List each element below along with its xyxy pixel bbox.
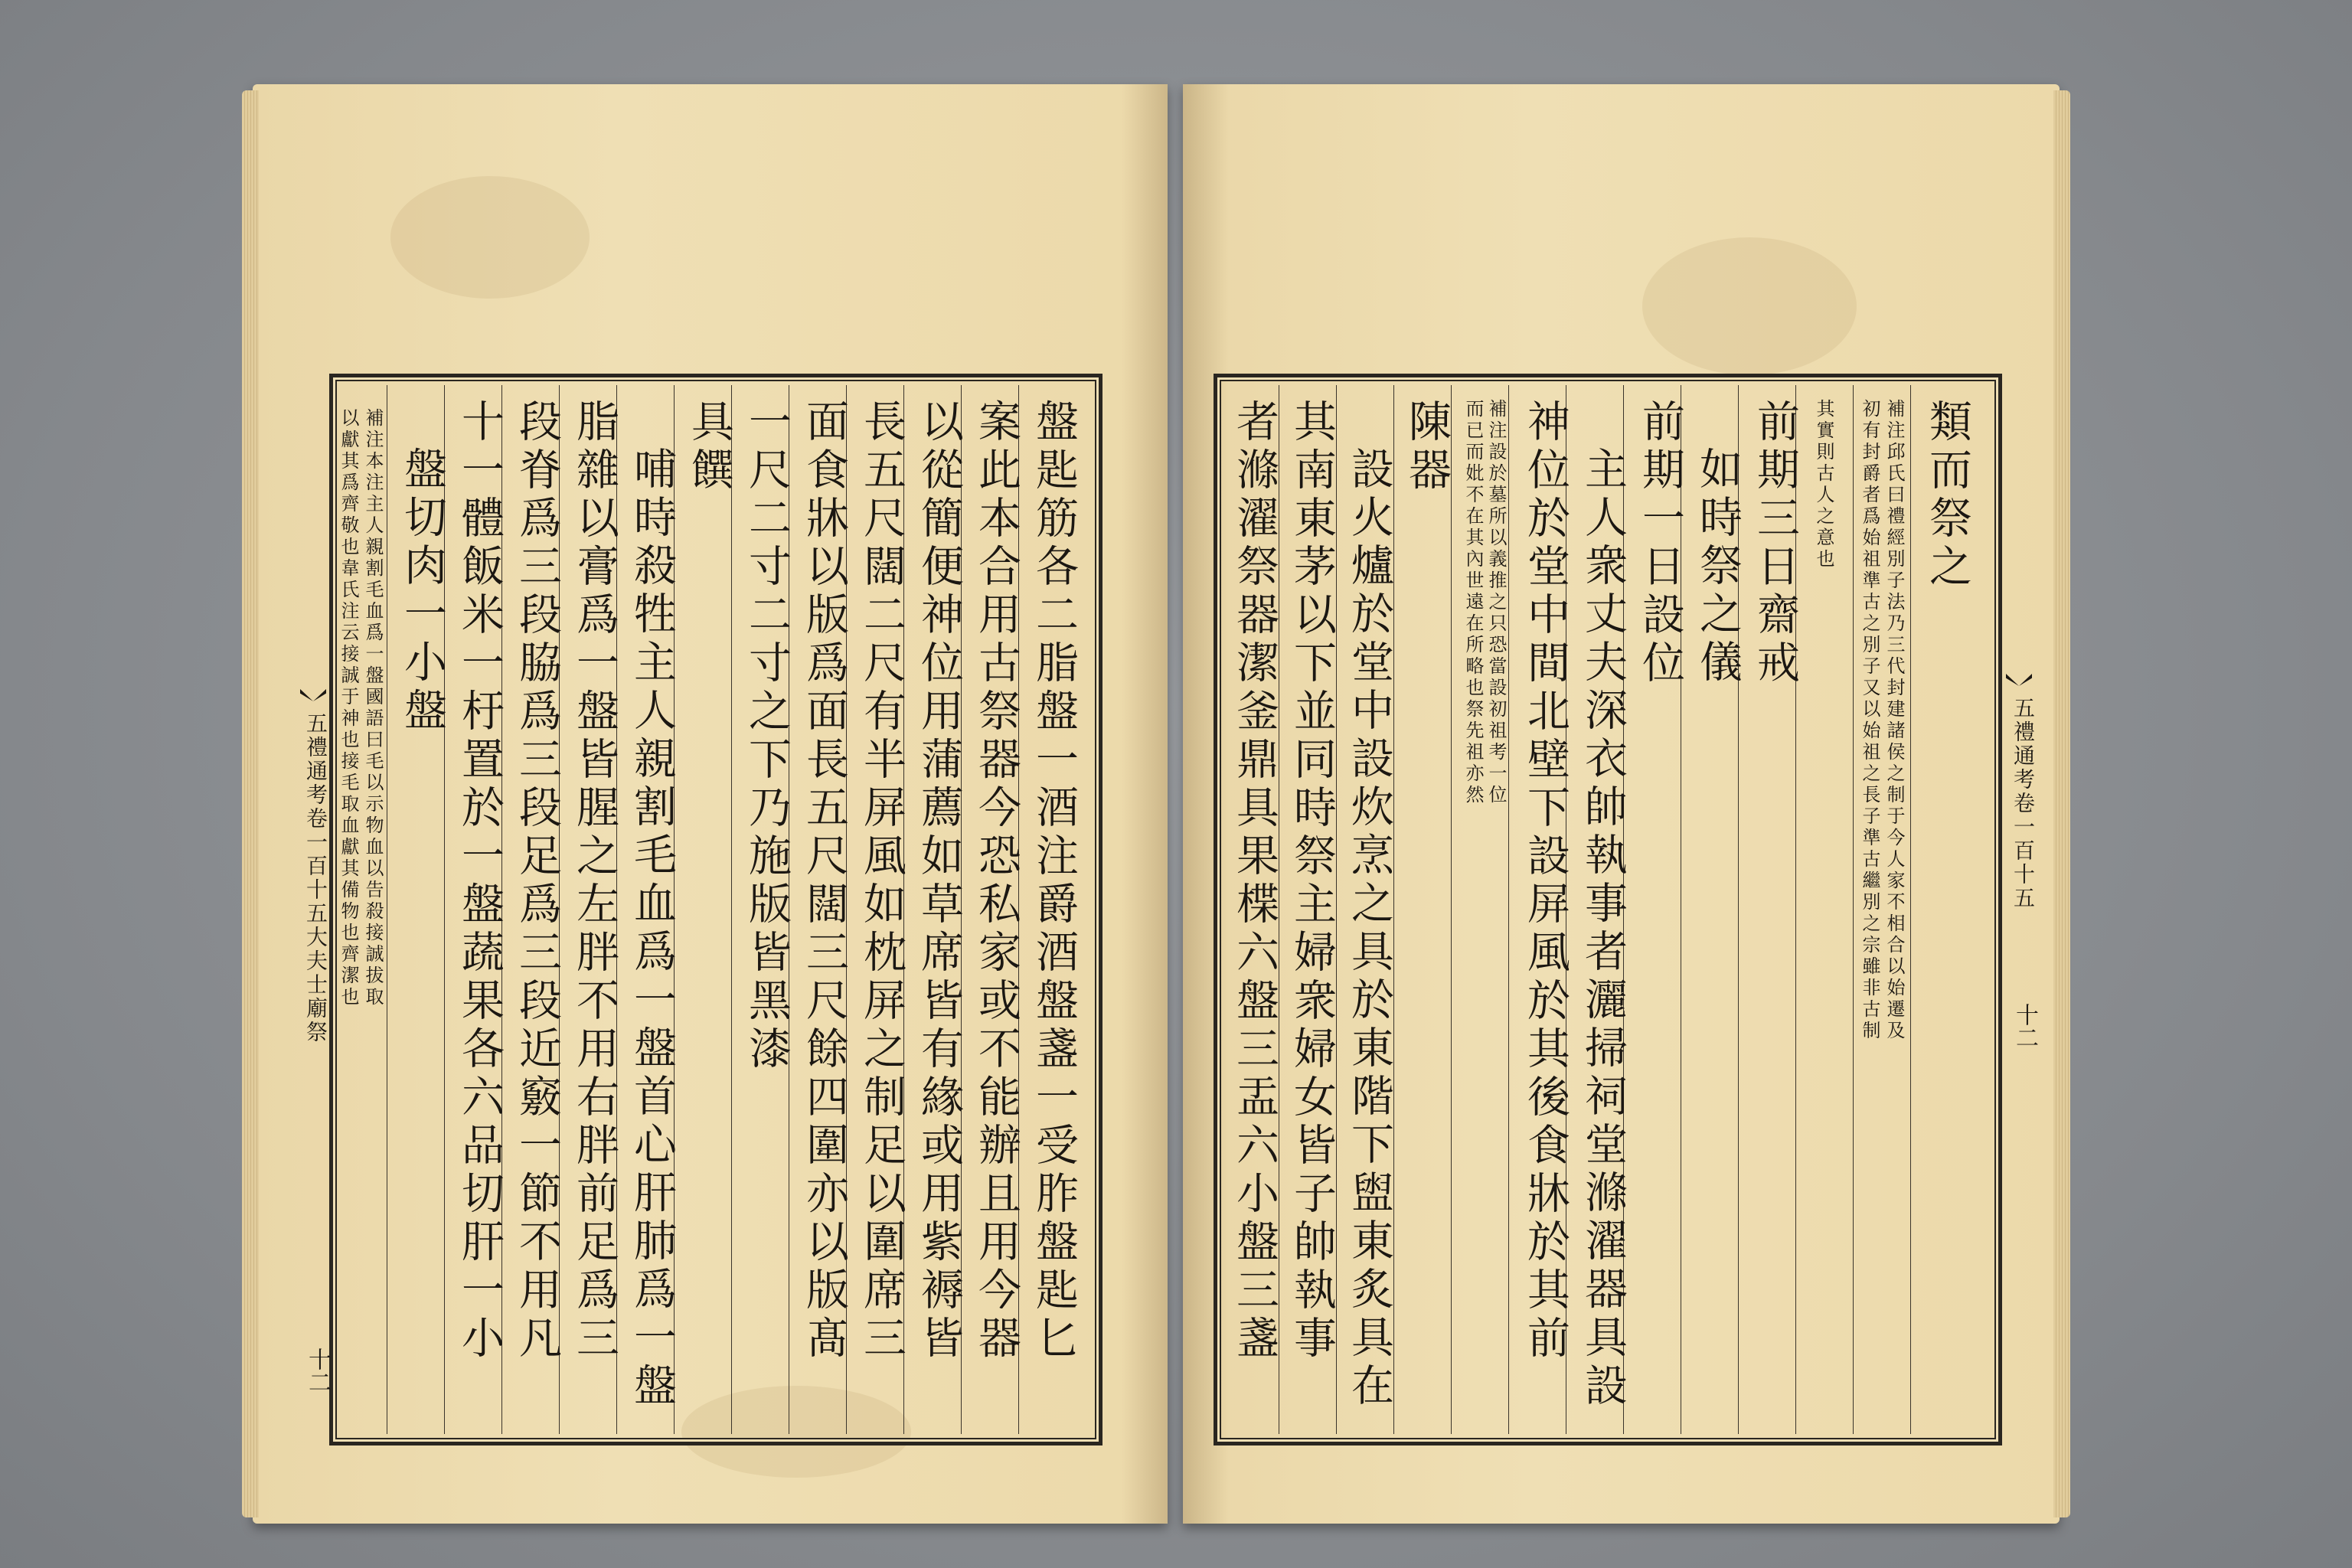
paper-stain	[1642, 237, 1857, 375]
annotation-column: 補注設於墓所以義推之只恐當設初祖考一位	[1485, 399, 1507, 806]
left-page	[253, 84, 1168, 1524]
annotation-column: 初有封爵者爲始祖準古之別子又以始祖之長子準古繼別之宗雖非古制	[1859, 399, 1880, 1042]
annotation-column: 補注邱氏曰禮經別子法乃三代封建諸侯之制于今人家不相合以始遷及	[1883, 399, 1905, 1042]
annotation-column: 補注本注主人親割毛血爲一盤國語曰毛以示物血以告殺接誠拔取	[362, 408, 384, 1008]
column-rule	[1910, 385, 1911, 1434]
section-heading: 前期三日齋戒	[1750, 399, 1800, 688]
text-column: 盤切肉一小盤	[397, 446, 447, 736]
column-rule	[1508, 385, 1509, 1434]
paper-stain	[390, 176, 590, 299]
section-heading: 前期一日設位	[1635, 399, 1685, 688]
text-column: 哺時殺牲主人親割毛血爲一盤首心肝肺爲一盤	[627, 446, 677, 1411]
folio-number: 十二	[2011, 1003, 2038, 1049]
right-text-frame	[1214, 374, 2002, 1446]
block-heart-title: 五禮通考卷一百十五	[2011, 697, 2036, 910]
folio-number: 十二	[304, 1348, 331, 1393]
text-column: 如時祭之儀	[1693, 446, 1743, 688]
text-column: 段脊爲三段脇爲三段足爲三段近竅一節不用凡	[512, 399, 562, 1364]
column-rule	[731, 385, 732, 1434]
right-page-edges	[2053, 90, 2070, 1517]
column-rule	[1451, 385, 1452, 1434]
text-column: 以從簡便神位用蒲薦如草席皆有緣或用紫褥皆	[914, 399, 964, 1364]
section-heading: 類而祭之	[1922, 399, 1972, 592]
text-column: 一尺二寸二寸之下乃施版皆黑漆	[742, 399, 792, 1074]
text-column: 主人衆丈夫深衣帥執事者灑掃祠堂滌濯器具設	[1578, 446, 1628, 1411]
text-column: 盤匙筋各二脂盤一酒注爵酒盤盞一受胙盤匙匕	[1029, 399, 1079, 1364]
text-column: 十一體飯米一杅置於一盤蔬果各六品切肝一小	[455, 399, 505, 1364]
annotation-column: 其實則古人之意也	[1813, 399, 1834, 570]
text-column: 長五尺闊二尺有半屏風如枕屏之制足以圍席三	[857, 399, 906, 1364]
text-column: 者滌濯祭器潔釜鼎具果楪六盤三盂六小盤三盞	[1230, 399, 1279, 1364]
text-column: 案此本合用古祭器今恐私家或不能辦且用今器	[972, 399, 1021, 1364]
open-book	[253, 84, 2060, 1524]
column-rule	[1853, 385, 1854, 1434]
section-heading: 陳器	[1402, 399, 1452, 495]
left-page-edges	[242, 90, 259, 1517]
text-column: 面食牀以版爲面長五尺闊三尺餘四圍亦以版髙	[799, 399, 849, 1364]
text-column: 脂雜以膏爲一盤皆腥之左胖不用右胖前足爲三	[570, 399, 619, 1364]
text-column: 神位於堂中間北壁下設屏風於其後食牀於其前	[1521, 399, 1570, 1364]
left-text-frame	[329, 374, 1102, 1446]
annotation-column: 而已而妣不在其內世遠在所略也祭先祖亦然	[1462, 399, 1484, 806]
text-column: 設火爐於堂中設炊烹之具於東階下盥東炙具在	[1344, 446, 1394, 1411]
fish-tail-mark	[300, 689, 326, 701]
block-heart-title: 五禮通考卷一百十五大夫士廟祭	[303, 712, 328, 1044]
section-heading: 具饌	[684, 399, 734, 495]
annotation-column: 以獻其爲齊敬也韋氏注云接誠于神也接毛取血獻其備物也齊潔也	[338, 408, 359, 1008]
text-column: 其南東茅以下並同時祭主婦衆婦女皆子帥執事	[1287, 399, 1337, 1364]
